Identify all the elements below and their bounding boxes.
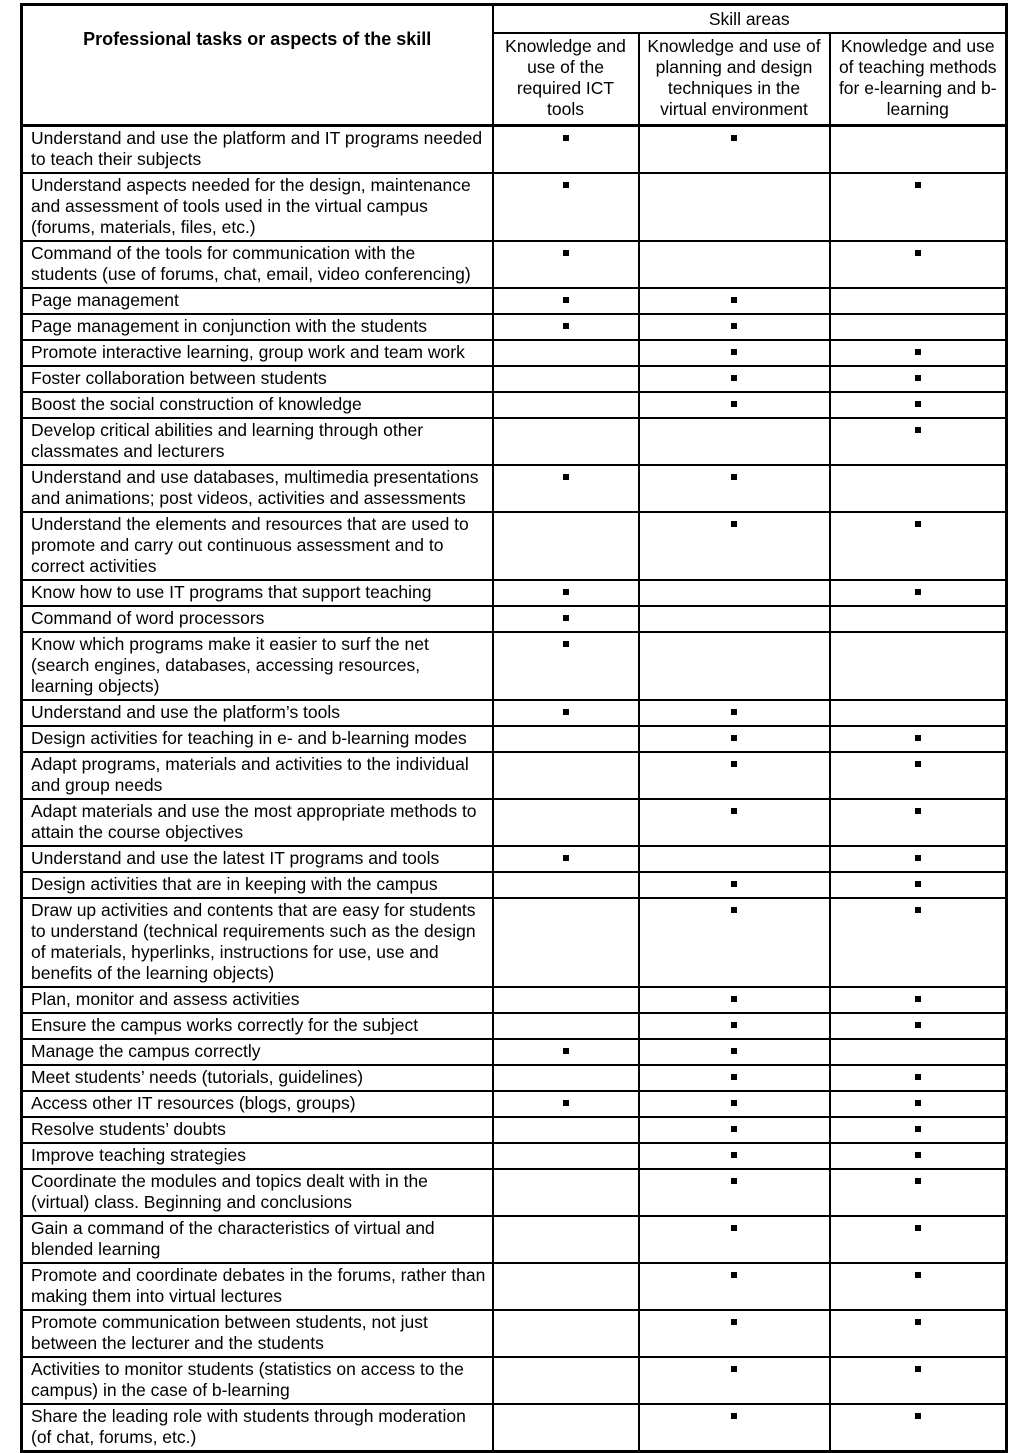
bullet-square-icon (731, 735, 737, 741)
bullet-square-icon (915, 1366, 921, 1372)
bullet-square-icon (731, 1413, 737, 1419)
bullet-square-icon (915, 427, 921, 433)
mark-cell (639, 1357, 830, 1404)
mark-cell (639, 752, 830, 799)
task-cell: Foster collaboration between students (22, 366, 493, 392)
mark-cell (830, 799, 1007, 846)
bullet-square-icon (915, 182, 921, 188)
mark-cell (639, 1169, 830, 1216)
task-cell: Adapt materials and use the most appropriate methods to attain the course objectives (22, 799, 493, 846)
bullet-square-icon (915, 996, 921, 1002)
bullet-square-icon (563, 641, 569, 647)
task-cell: Understand and use the platform’s tools (22, 700, 493, 726)
task-cell: Page management in conjunction with the students (22, 314, 493, 340)
task-cell: Design activities that are in keeping with the campus (22, 872, 493, 898)
task-cell: Design activities for teaching in e- and b-learning modes (22, 726, 493, 752)
mark-cell (639, 726, 830, 752)
table-row (22, 987, 1007, 1013)
group-header-row (22, 5, 1007, 34)
empty-mark-cell (493, 987, 639, 1013)
mark-cell (830, 1169, 1007, 1216)
bullet-square-icon (563, 474, 569, 480)
mark-cell (830, 1013, 1007, 1039)
empty-mark-cell (639, 606, 830, 632)
table-row (22, 366, 1007, 392)
empty-mark-cell (830, 465, 1007, 512)
mark-cell (830, 392, 1007, 418)
empty-mark-cell (830, 126, 1007, 174)
mark-cell (639, 799, 830, 846)
mark-cell (639, 1039, 830, 1065)
corner-header: Professional tasks or aspects of the skill (22, 5, 493, 126)
table-row (22, 1013, 1007, 1039)
table-row (22, 1169, 1007, 1216)
empty-mark-cell (493, 1263, 639, 1310)
bullet-square-icon (915, 1152, 921, 1158)
task-cell: Gain a command of the characteristics of virtual and blended learning (22, 1216, 493, 1263)
bullet-square-icon (731, 808, 737, 814)
bullet-square-icon (563, 709, 569, 715)
column-header-teaching-methods: Knowledge and use of teaching methods for e-learning and b-learning (830, 33, 1007, 126)
mark-cell (830, 846, 1007, 872)
mark-cell (493, 700, 639, 726)
mark-cell (639, 1065, 830, 1091)
bullet-square-icon (731, 1100, 737, 1106)
table-row (22, 1091, 1007, 1117)
mark-cell (830, 173, 1007, 241)
task-cell: Know which programs make it easier to surf the net (search engines, databases, accessing resources, learning objects) (22, 632, 493, 700)
bullet-square-icon (731, 1074, 737, 1080)
task-cell: Understand the elements and resources that are used to promote and carry out continuous assessment and to correct activities (22, 512, 493, 580)
mark-cell (493, 465, 639, 512)
table-row (22, 726, 1007, 752)
task-cell: Ensure the campus works correctly for the subject (22, 1013, 493, 1039)
bullet-square-icon (731, 135, 737, 141)
task-cell: Page management (22, 288, 493, 314)
bullet-square-icon (563, 1100, 569, 1106)
column-header-planning-design: Knowledge and use of planning and design techniques in the virtual environment (639, 33, 830, 126)
table-row (22, 241, 1007, 288)
table-row (22, 1039, 1007, 1065)
mark-cell (639, 340, 830, 366)
task-cell: Access other IT resources (blogs, groups) (22, 1091, 493, 1117)
empty-mark-cell (493, 392, 639, 418)
mark-cell (830, 512, 1007, 580)
mark-cell (639, 512, 830, 580)
empty-mark-cell (830, 314, 1007, 340)
empty-mark-cell (493, 340, 639, 366)
bullet-square-icon (731, 709, 737, 715)
table-row (22, 288, 1007, 314)
task-cell: Understand and use databases, multimedia presentations and animations; post videos, activities and assessments (22, 465, 493, 512)
table-row (22, 512, 1007, 580)
task-cell: Understand and use the platform and IT programs needed to teach their subjects (22, 126, 493, 174)
bullet-square-icon (563, 323, 569, 329)
mark-cell (639, 1117, 830, 1143)
bullet-square-icon (731, 1048, 737, 1054)
task-cell: Promote communication between students, not just between the lecturer and the students (22, 1310, 493, 1357)
empty-mark-cell (493, 872, 639, 898)
task-cell: Resolve students’ doubts (22, 1117, 493, 1143)
mark-cell (830, 418, 1007, 465)
task-cell: Promote interactive learning, group work and team work (22, 340, 493, 366)
mark-cell (493, 846, 639, 872)
bullet-square-icon (915, 808, 921, 814)
bullet-square-icon (731, 1152, 737, 1158)
bullet-square-icon (915, 1178, 921, 1184)
empty-mark-cell (639, 846, 830, 872)
bullet-square-icon (731, 996, 737, 1002)
empty-mark-cell (639, 241, 830, 288)
table-row (22, 1310, 1007, 1357)
empty-mark-cell (493, 1065, 639, 1091)
task-cell: Develop critical abilities and learning through other classmates and lecturers (22, 418, 493, 465)
table-row (22, 1117, 1007, 1143)
bullet-square-icon (915, 589, 921, 595)
mark-cell (830, 580, 1007, 606)
bullet-square-icon (731, 761, 737, 767)
task-cell: Improve teaching strategies (22, 1143, 493, 1169)
empty-mark-cell (830, 288, 1007, 314)
bullet-square-icon (563, 135, 569, 141)
empty-mark-cell (493, 1117, 639, 1143)
bullet-square-icon (915, 250, 921, 256)
table-row (22, 1357, 1007, 1404)
bullet-square-icon (731, 521, 737, 527)
mark-cell (830, 241, 1007, 288)
bullet-square-icon (915, 401, 921, 407)
bullet-square-icon (731, 375, 737, 381)
mark-cell (639, 465, 830, 512)
table-row (22, 418, 1007, 465)
task-cell: Share the leading role with students through moderation (of chat, forums, etc.) (22, 1404, 493, 1452)
bullet-square-icon (731, 323, 737, 329)
mark-cell (639, 898, 830, 987)
empty-mark-cell (830, 632, 1007, 700)
table-row (22, 898, 1007, 987)
mark-cell (830, 752, 1007, 799)
bullet-square-icon (915, 349, 921, 355)
table-row (22, 872, 1007, 898)
task-cell: Command of word processors (22, 606, 493, 632)
bullet-square-icon (563, 855, 569, 861)
table-row (22, 173, 1007, 241)
bullet-square-icon (915, 1272, 921, 1278)
mark-cell (830, 1404, 1007, 1452)
bullet-square-icon (563, 250, 569, 256)
mark-cell (830, 340, 1007, 366)
bullet-square-icon (731, 1272, 737, 1278)
empty-mark-cell (639, 632, 830, 700)
bullet-square-icon (915, 375, 921, 381)
bullet-square-icon (731, 1225, 737, 1231)
empty-mark-cell (493, 418, 639, 465)
table-row (22, 799, 1007, 846)
table-row (22, 752, 1007, 799)
mark-cell (493, 241, 639, 288)
mark-cell (830, 1216, 1007, 1263)
mark-cell (830, 726, 1007, 752)
empty-mark-cell (493, 512, 639, 580)
table-row (22, 314, 1007, 340)
empty-mark-cell (493, 1357, 639, 1404)
mark-cell (493, 1039, 639, 1065)
bullet-square-icon (731, 1178, 737, 1184)
table-row (22, 1065, 1007, 1091)
mark-cell (493, 580, 639, 606)
table-row (22, 1404, 1007, 1452)
empty-mark-cell (493, 752, 639, 799)
bullet-square-icon (563, 297, 569, 303)
bullet-square-icon (915, 1074, 921, 1080)
empty-mark-cell (493, 1310, 639, 1357)
bullet-square-icon (915, 521, 921, 527)
bullet-square-icon (731, 297, 737, 303)
bullet-square-icon (915, 735, 921, 741)
bullet-square-icon (915, 907, 921, 913)
bullet-square-icon (731, 401, 737, 407)
bullet-square-icon (563, 589, 569, 595)
mark-cell (639, 872, 830, 898)
task-cell: Command of the tools for communication with the students (use of forums, chat, email, video conferencing) (22, 241, 493, 288)
task-cell: Manage the campus correctly (22, 1039, 493, 1065)
table-header (22, 5, 1007, 126)
mark-cell (830, 1143, 1007, 1169)
table-row (22, 632, 1007, 700)
mark-cell (639, 1216, 830, 1263)
empty-mark-cell (493, 898, 639, 987)
mark-cell (493, 288, 639, 314)
table-body (22, 126, 1007, 1452)
bullet-square-icon (731, 1022, 737, 1028)
bullet-square-icon (915, 881, 921, 887)
mark-cell (493, 606, 639, 632)
empty-mark-cell (639, 580, 830, 606)
mark-cell (830, 1263, 1007, 1310)
mark-cell (830, 1310, 1007, 1357)
mark-cell (639, 288, 830, 314)
bullet-square-icon (731, 349, 737, 355)
bullet-square-icon (915, 855, 921, 861)
mark-cell (493, 632, 639, 700)
empty-mark-cell (493, 726, 639, 752)
table-row (22, 846, 1007, 872)
bullet-square-icon (563, 1048, 569, 1054)
empty-mark-cell (493, 1143, 639, 1169)
bullet-square-icon (731, 907, 737, 913)
mark-cell (830, 1065, 1007, 1091)
mark-cell (830, 1357, 1007, 1404)
empty-mark-cell (830, 1039, 1007, 1065)
task-cell: Understand and use the latest IT programs and tools (22, 846, 493, 872)
empty-mark-cell (493, 366, 639, 392)
bullet-square-icon (915, 1022, 921, 1028)
mark-cell (639, 126, 830, 174)
mark-cell (639, 392, 830, 418)
mark-cell (493, 314, 639, 340)
table-row (22, 606, 1007, 632)
bullet-square-icon (915, 1225, 921, 1231)
bullet-square-icon (731, 474, 737, 480)
mark-cell (493, 126, 639, 174)
mark-cell (830, 366, 1007, 392)
bullet-square-icon (731, 1319, 737, 1325)
empty-mark-cell (830, 606, 1007, 632)
bullet-square-icon (915, 761, 921, 767)
mark-cell (639, 1404, 830, 1452)
task-cell: Boost the social construction of knowledge (22, 392, 493, 418)
table-row (22, 126, 1007, 174)
empty-mark-cell (493, 1404, 639, 1452)
mark-cell (639, 1091, 830, 1117)
empty-mark-cell (493, 799, 639, 846)
bullet-square-icon (915, 1126, 921, 1132)
mark-cell (830, 1117, 1007, 1143)
mark-cell (639, 700, 830, 726)
mark-cell (830, 987, 1007, 1013)
bullet-square-icon (915, 1319, 921, 1325)
table-row (22, 700, 1007, 726)
table-row (22, 465, 1007, 512)
bullet-square-icon (731, 1366, 737, 1372)
empty-mark-cell (639, 173, 830, 241)
task-cell: Plan, monitor and assess activities (22, 987, 493, 1013)
task-cell: Know how to use IT programs that support teaching (22, 580, 493, 606)
skill-areas-header: Skill areas (493, 5, 1007, 34)
mark-cell (830, 872, 1007, 898)
bullet-square-icon (731, 1126, 737, 1132)
task-cell: Understand aspects needed for the design, maintenance and assessment of tools used in the virtual campus (forums, materials, files, etc.) (22, 173, 493, 241)
task-cell: Adapt programs, materials and activities to the individual and group needs (22, 752, 493, 799)
task-cell: Meet students’ needs (tutorials, guidelines) (22, 1065, 493, 1091)
task-cell: Coordinate the modules and topics dealt with in the (virtual) class. Beginning and conclusions (22, 1169, 493, 1216)
bullet-square-icon (915, 1413, 921, 1419)
mark-cell (639, 987, 830, 1013)
bullet-square-icon (563, 182, 569, 188)
table-row (22, 580, 1007, 606)
mark-cell (493, 173, 639, 241)
task-cell: Draw up activities and contents that are easy for students to understand (technical requirements such as the design of materials, hyperlinks, instructions for use, use and benefits of the learning objects) (22, 898, 493, 987)
empty-mark-cell (493, 1216, 639, 1263)
mark-cell (493, 1091, 639, 1117)
mark-cell (639, 1263, 830, 1310)
bullet-square-icon (563, 615, 569, 621)
mark-cell (830, 1091, 1007, 1117)
column-header-ict-tools: Knowledge and use of the required ICT tools (493, 33, 639, 126)
mark-cell (639, 1310, 830, 1357)
empty-mark-cell (639, 418, 830, 465)
task-cell: Promote and coordinate debates in the forums, rather than making them into virtual lectures (22, 1263, 493, 1310)
mark-cell (639, 366, 830, 392)
mark-cell (639, 314, 830, 340)
table-row (22, 392, 1007, 418)
table-row (22, 340, 1007, 366)
bullet-square-icon (731, 881, 737, 887)
table-row (22, 1263, 1007, 1310)
skills-table (20, 3, 1008, 1453)
empty-mark-cell (493, 1013, 639, 1039)
mark-cell (639, 1143, 830, 1169)
table-row (22, 1216, 1007, 1263)
mark-cell (639, 1013, 830, 1039)
bullet-square-icon (915, 1100, 921, 1106)
mark-cell (830, 898, 1007, 987)
empty-mark-cell (830, 700, 1007, 726)
task-cell: Activities to monitor students (statistics on access to the campus) in the case of b-learning (22, 1357, 493, 1404)
table-row (22, 1143, 1007, 1169)
empty-mark-cell (493, 1169, 639, 1216)
